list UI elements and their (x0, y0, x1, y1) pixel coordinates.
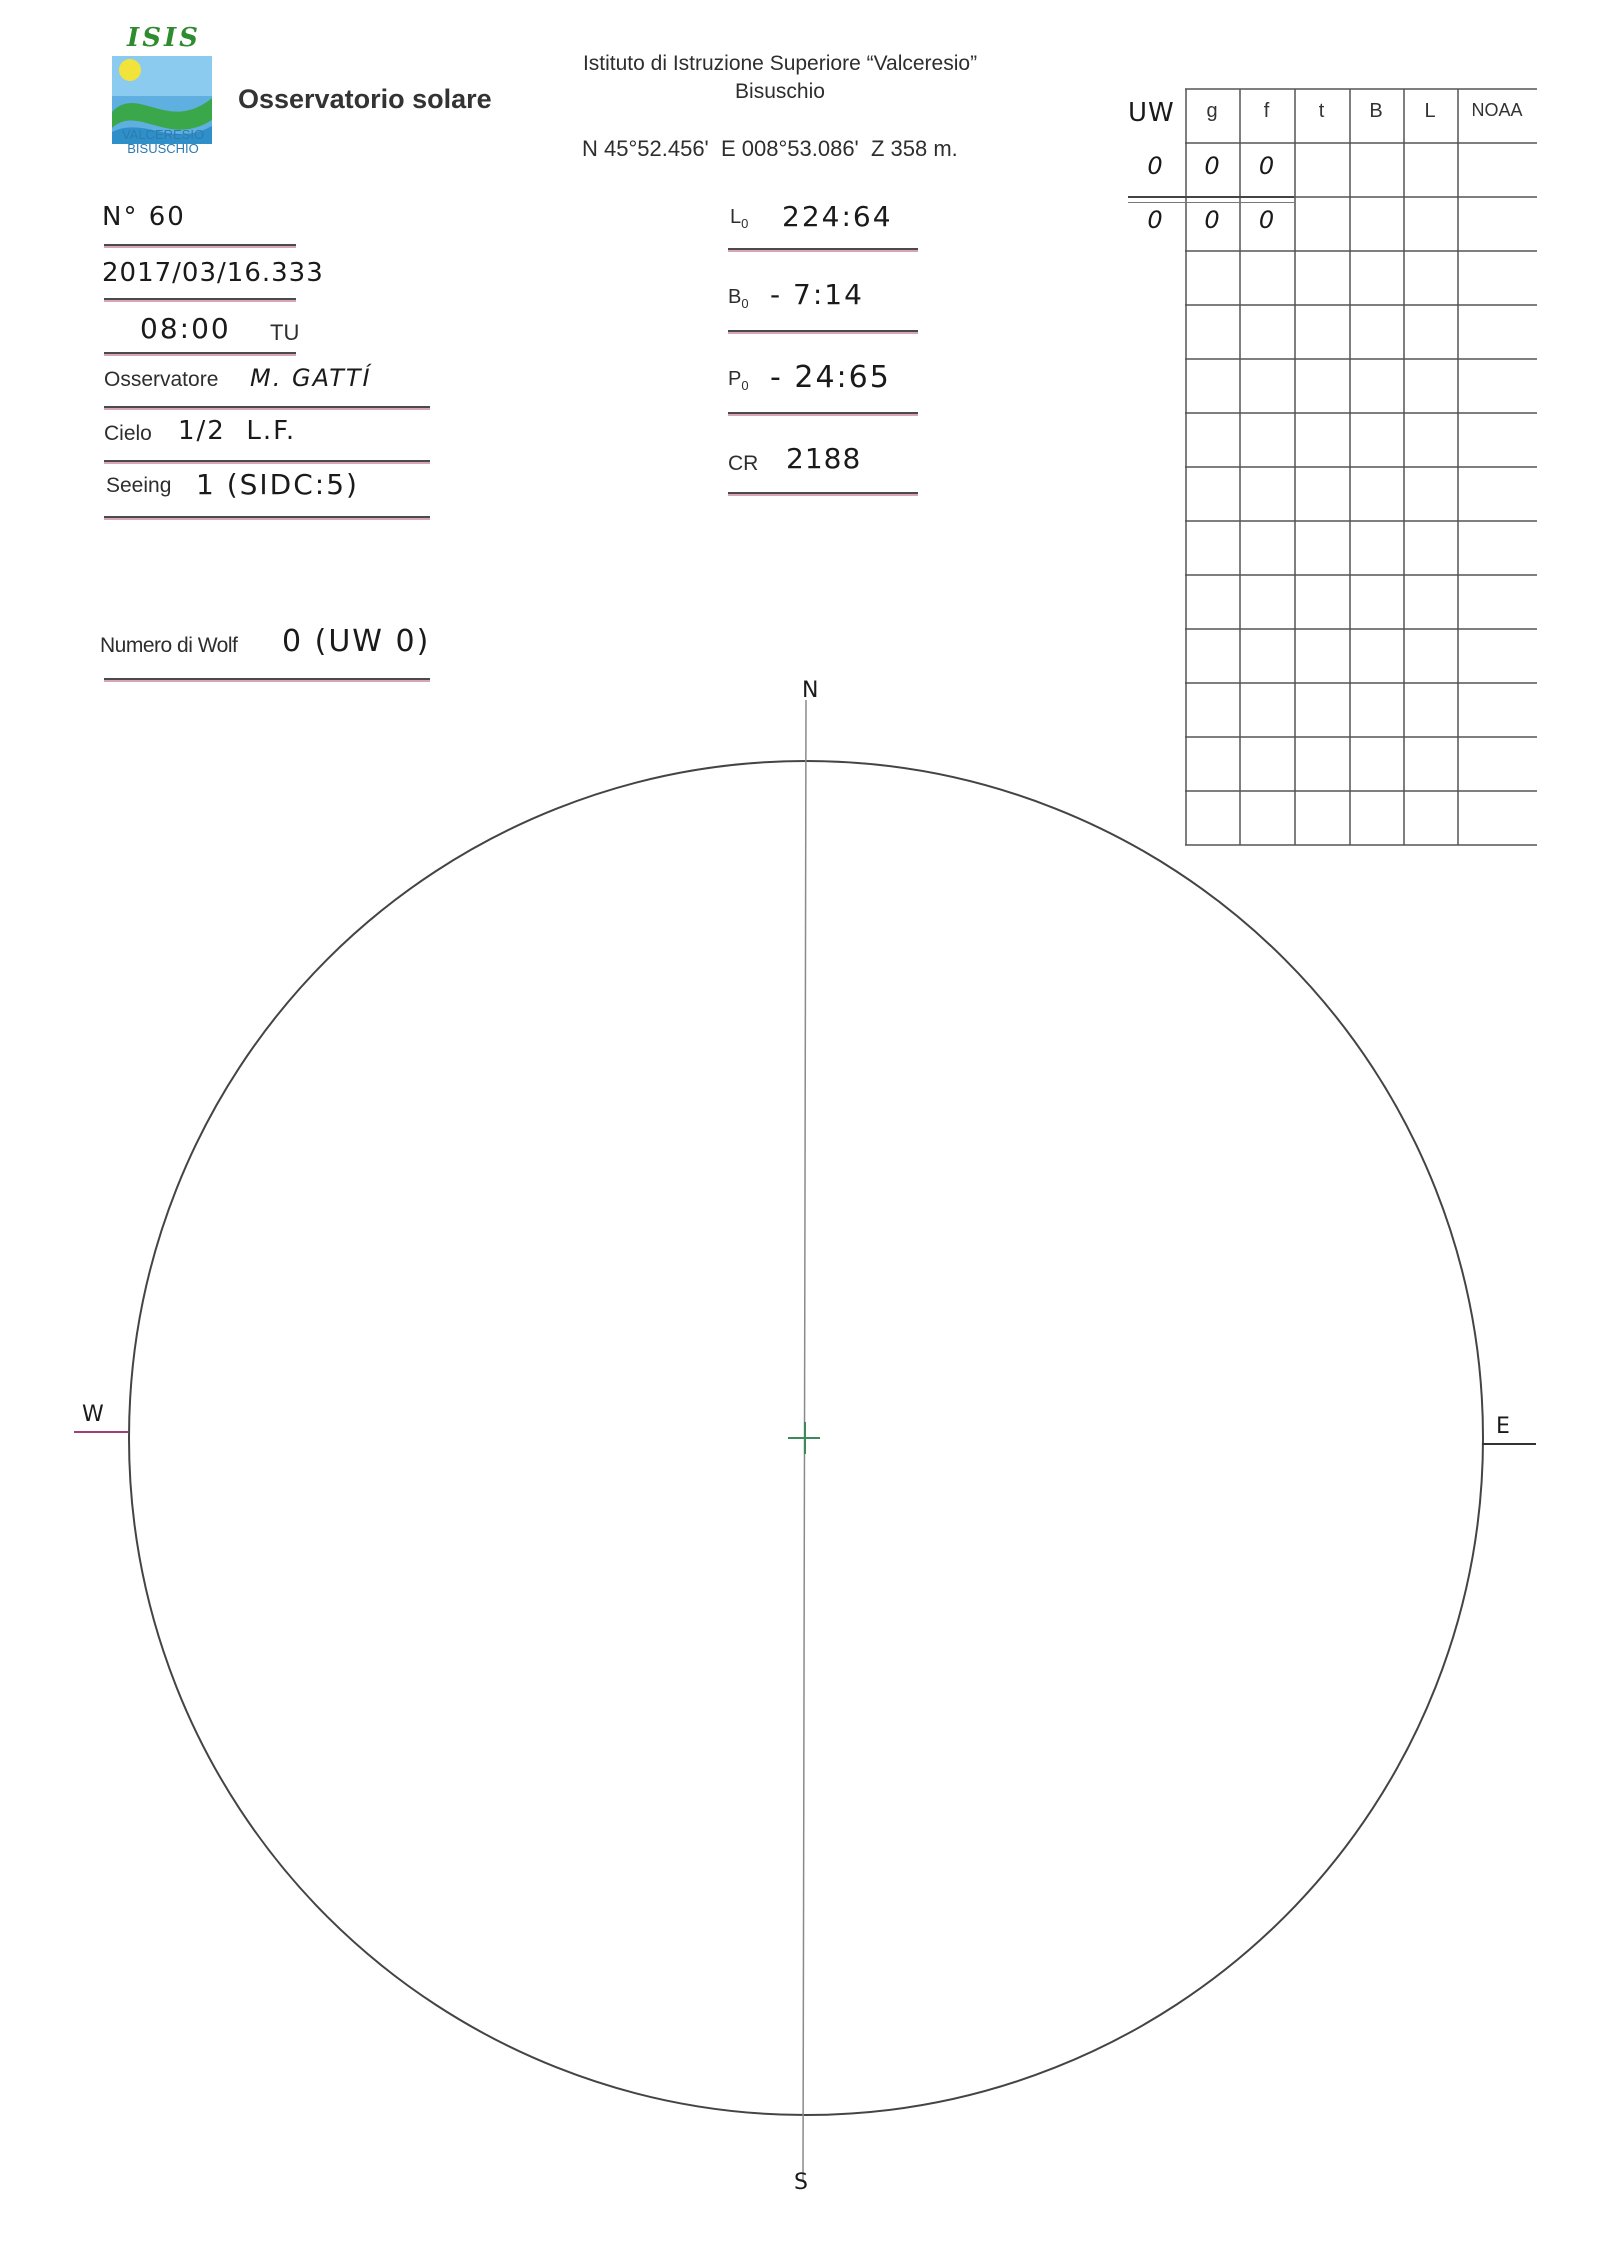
underline-observer (104, 406, 430, 408)
observer-value: M. GATTÍ (250, 364, 372, 392)
underline-sky (104, 460, 430, 462)
underline-p0 (728, 412, 918, 414)
table-cell-uw: 0 (1147, 152, 1163, 180)
logo-caption-1: VALCERESIO (121, 127, 205, 142)
p0-label (728, 368, 749, 393)
l0-label (730, 206, 748, 231)
b0-value: - 7:14 (770, 278, 864, 311)
table-cell-f: 0 (1258, 152, 1275, 180)
observatory-title: Osservatorio solare (238, 84, 492, 114)
uw-separator-2 (1128, 202, 1294, 203)
b0-label (728, 286, 749, 311)
south-label: S (794, 2170, 810, 2195)
p0-label-sub: 0 (741, 378, 749, 393)
underline-date (104, 298, 296, 300)
table-header-f: f (1263, 100, 1270, 122)
cr-label: CR (728, 452, 759, 475)
logo-text: ISIS (127, 23, 201, 53)
logo (108, 24, 218, 164)
underline-seeing (104, 516, 430, 518)
observation-number: N° 60 (102, 202, 186, 232)
table-cell-g: 0 (1204, 152, 1220, 180)
wolf-label: Numero di Wolf (100, 634, 238, 657)
sky-label: Cielo (104, 422, 152, 445)
underline-l0 (728, 248, 918, 250)
l0-label-text: L (730, 206, 742, 228)
seeing-value: 1 (SIDC:5) (196, 468, 359, 501)
logo-caption-2: BISUSCHIO (127, 141, 199, 156)
institute-name: Istituto di Istruzione Superiore “Valceresio” (582, 52, 978, 75)
sky-value: 1/2 L.F. (178, 416, 297, 446)
wolf-value: 0 (UW 0) (282, 624, 431, 659)
table-side-header: UW (1128, 98, 1175, 128)
b0-label-sub: 0 (741, 296, 749, 311)
table-header-l: L (1424, 100, 1436, 122)
seeing-label: Seeing (106, 474, 172, 497)
coordinates: N 45°52.456' E 008°53.086' Z 358 m. (582, 136, 958, 161)
b0-label-text: B (728, 286, 742, 308)
table-header-b: B (1369, 100, 1383, 122)
uw-separator-1 (1128, 196, 1294, 198)
time-unit: TU (270, 320, 300, 345)
l0-value: 224:64 (782, 200, 893, 233)
cr-value: 2188 (786, 442, 862, 475)
west-label: W (82, 1402, 106, 1427)
observation-time: 08:00 (140, 312, 231, 345)
underline-time (104, 352, 296, 354)
institute-city: Bisuschio (735, 80, 825, 103)
underline-b0 (728, 330, 918, 332)
p0-label-text: P (728, 368, 742, 390)
table-header-noaa: NOAA (1471, 100, 1523, 120)
observer-label: Osservatore (104, 368, 219, 391)
p0-value: - 24:65 (770, 360, 891, 395)
solar-disc-drawing (0, 560, 1600, 2260)
table-cell-g: 0 (1204, 206, 1220, 234)
underline-number (104, 244, 296, 246)
east-label: E (1496, 1414, 1512, 1439)
l0-label-sub: 0 (741, 216, 749, 231)
table-header-g: g (1206, 100, 1218, 122)
underline-cr (728, 492, 918, 494)
table-cell-uw: 0 (1147, 206, 1163, 234)
observation-date: 2017/03/16.333 (102, 258, 324, 288)
table-header-t: t (1318, 100, 1325, 122)
table-cell-f: 0 (1258, 206, 1275, 234)
north-label: N (802, 678, 821, 703)
